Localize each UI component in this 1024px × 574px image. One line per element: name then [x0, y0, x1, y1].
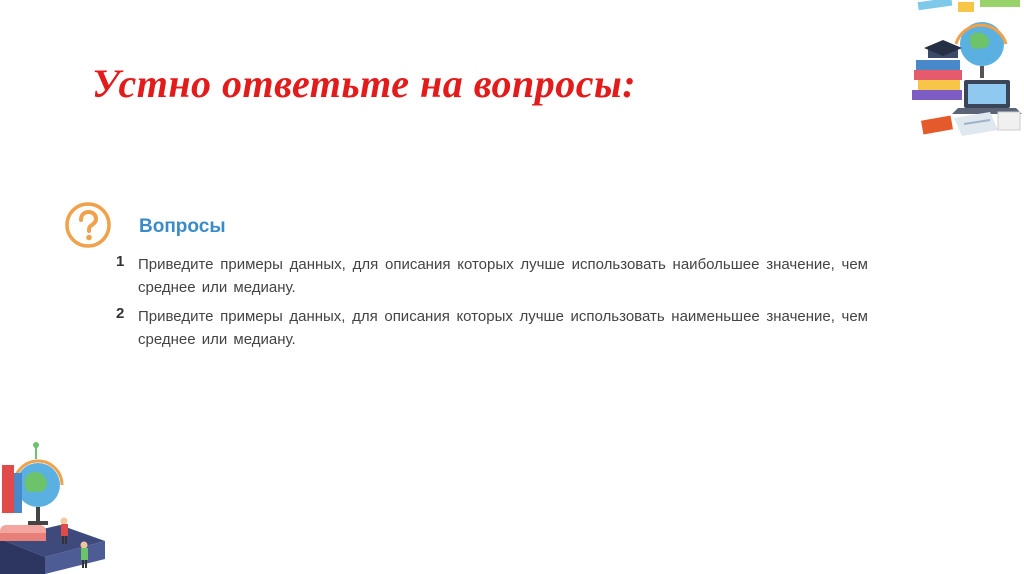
- books-globe-laptop-illustration: [894, 0, 1024, 150]
- question-text: Приведите примеры данных, для описания которых лучше использовать наибольшее значение, чем среднее или медиану.: [138, 256, 868, 296]
- question-item-1: [116, 253, 868, 299]
- question-item-2: [116, 305, 868, 351]
- question-number: 2: [116, 305, 125, 322]
- questions-list: [116, 253, 868, 357]
- question-text: Приведите примеры данных, для описания которых лучше использовать наименьшее значение, чем среднее или медиану.: [138, 308, 868, 348]
- slide-title: Устно ответьте на вопросы:: [92, 61, 637, 106]
- books-globe-people-illustration: [0, 429, 105, 574]
- question-circle-icon: [64, 201, 112, 249]
- question-number: 1: [116, 253, 125, 270]
- questions-heading: Вопросы: [139, 216, 226, 237]
